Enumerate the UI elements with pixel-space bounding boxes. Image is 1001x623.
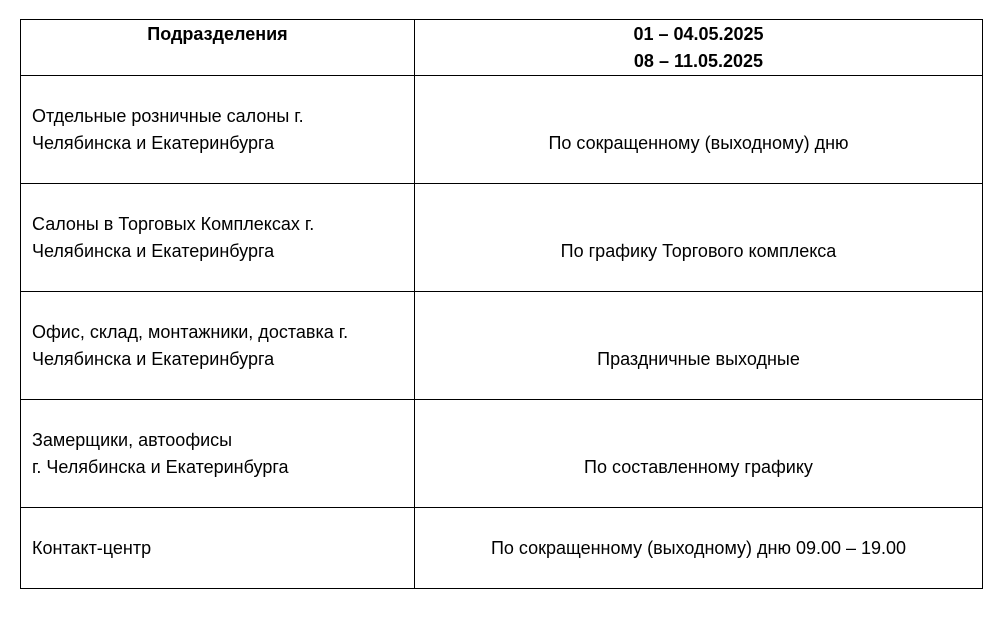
- department-cell: [21, 76, 415, 184]
- schedule-cell: [415, 292, 983, 400]
- department-line: г. Челябинска и Екатеринбурга: [32, 457, 289, 477]
- schedule-cell: [415, 508, 983, 589]
- department-cell: [21, 292, 415, 400]
- table-row: [21, 292, 983, 400]
- department-line: Контакт-центр: [32, 538, 152, 558]
- department-line: Челябинска и Екатеринбурга: [32, 241, 275, 261]
- table-row: [21, 508, 983, 589]
- schedule-text: Праздничные выходные: [597, 349, 800, 369]
- schedule-text: По составленному графику: [584, 457, 813, 477]
- department-line: Челябинска и Екатеринбурга: [32, 133, 275, 153]
- schedule-cell: [415, 76, 983, 184]
- schedule-cell: [415, 184, 983, 292]
- department-line: Челябинска и Екатеринбурга: [32, 349, 275, 369]
- department-line: Салоны в Торговых Комплексах г.: [32, 214, 315, 234]
- department-cell: [21, 508, 415, 589]
- schedule-text: По сокращенному (выходному) дню 09.00 – 19.00: [490, 538, 907, 558]
- header-period: [415, 20, 983, 76]
- header-department-label: Подразделения: [147, 24, 288, 44]
- schedule-text: По графику Торгового комплекса: [560, 241, 837, 261]
- department-line: Замерщики, автоофисы: [32, 430, 233, 450]
- department-line: Отдельные розничные салоны г.: [32, 106, 304, 126]
- department-line: Офис, склад, монтажники, доставка г.: [32, 322, 349, 342]
- table-row: [21, 400, 983, 508]
- holiday-schedule-table: [20, 19, 983, 589]
- table-row: [21, 184, 983, 292]
- schedule-text: По сокращенному (выходному) дню: [548, 133, 849, 153]
- header-department: [21, 20, 415, 76]
- table-row: [21, 76, 983, 184]
- department-cell: [21, 184, 415, 292]
- header-period-line2: 08 – 11.05.2025: [633, 51, 764, 71]
- header-period-line1: 01 – 04.05.2025: [633, 24, 764, 44]
- table-header-row: [21, 20, 983, 76]
- schedule-cell: [415, 400, 983, 508]
- department-cell: [21, 400, 415, 508]
